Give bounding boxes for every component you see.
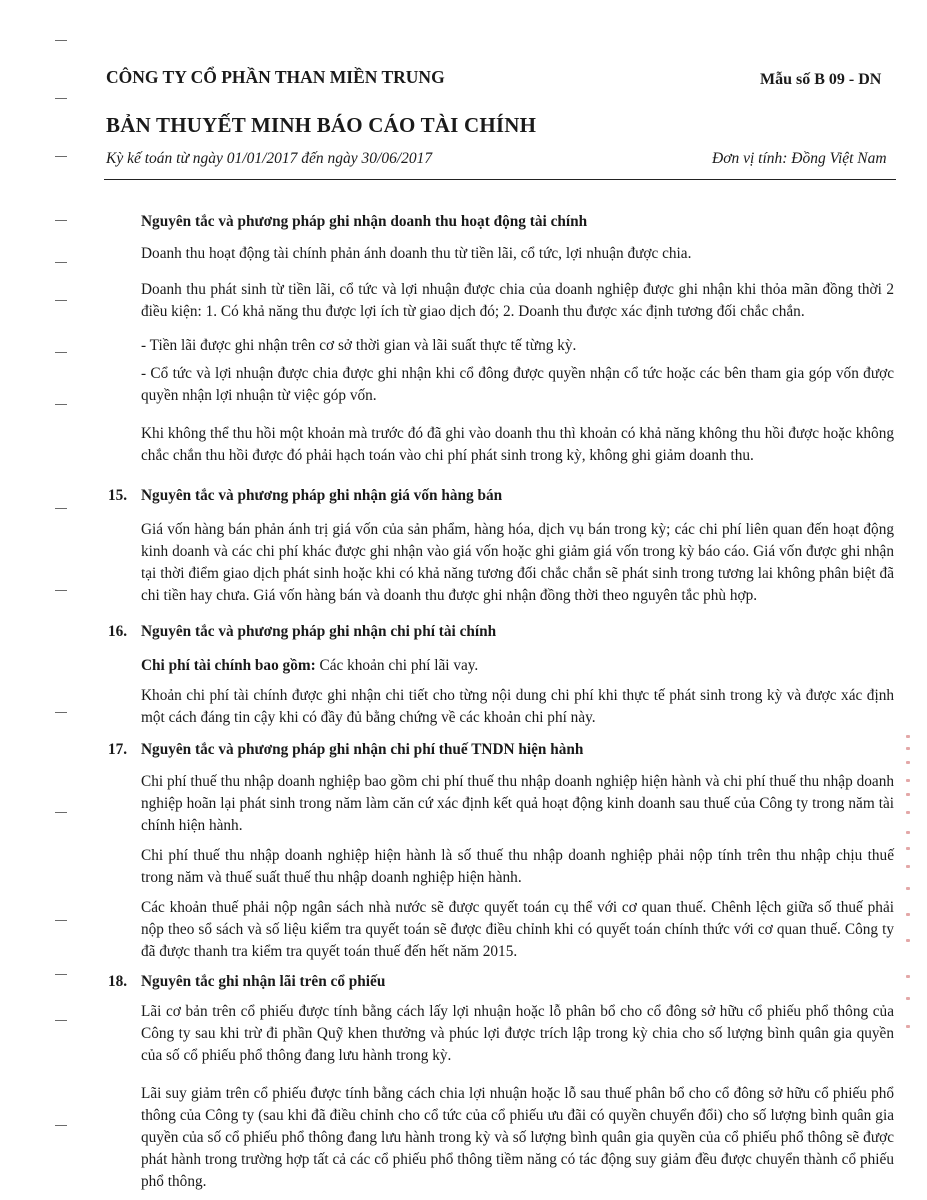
paragraph — [108, 655, 894, 677]
section-number: 16. — [108, 623, 128, 640]
paragraph: Doanh thu hoạt động tài chính phản ánh doanh thu từ tiền lãi, cổ tức, lợi nhuận được chia. — [141, 245, 692, 262]
section-title: Nguyên tắc và phương pháp ghi nhận chi phí tài chính — [141, 623, 497, 640]
paragraph: Lãi cơ bản trên cổ phiếu được tính bằng cách lấy lợi nhuận hoặc lỗ phân bổ cho cổ đông sở hữu cổ phiếu phổ thông của Công ty sau khi trừ đi phần Quỹ khen thưởng và phúc lợi được trích lập trong kỳ chia cho số lượng bình quân gia quyền của số cổ phiếu phổ thông đang lưu hành trong kỳ. — [141, 1003, 894, 1064]
paragraph: Khi không thể thu hồi một khoản mà trước đó đã ghi vào doanh thu thì khoản có khả năng không thu hồi được hoặc không chắc chắn thu hồi được đó phải hạch toán vào chi phí phát sinh trong kỳ, không ghi giảm doanh thu. — [141, 425, 894, 464]
paragraph: Chi phí thuế thu nhập doanh nghiệp bao gồm chi phí thuế thu nhập doanh nghiệp hiện hành và chi phí thuế thu nhập doanh nghiệp hoãn lại phát sinh trong năm làm căn cứ xác định kết quả hoạt động kinh doanh sau thuế của Công ty trong năm tài chính hiện hành. — [141, 773, 894, 834]
document-title: BẢN THUYẾT MINH BÁO CÁO TÀI CHÍNH — [106, 113, 537, 137]
section-number: 15. — [108, 487, 128, 504]
bullet-item: - Tiền lãi được ghi nhận trên cơ sở thời gian và lãi suất thực tế từng kỳ. — [141, 337, 577, 354]
accounting-period: Kỳ kế toán từ ngày 01/01/2017 đến ngày 30/06/2017 — [106, 150, 433, 167]
paragraph: Doanh thu phát sinh từ tiền lãi, cổ tức và lợi nhuận được chia của doanh nghiệp được ghi nhận khi thỏa mãn đồng thời 2 điều kiện: 1. Có khả năng thu được lợi ích từ giao dịch đó; 2. Doanh thu được xác định tương đối chắc chắn. — [141, 281, 894, 320]
section-title: Nguyên tắc và phương pháp ghi nhận giá vốn hàng bán — [141, 487, 503, 504]
section-heading — [108, 485, 894, 507]
paragraph: Lãi suy giảm trên cổ phiếu được tính bằng cách chia lợi nhuận hoặc lỗ sau thuế phân bổ cho cổ đông sở hữu cổ phiếu phổ thông của Công ty (sau khi đã điều chỉnh cho cổ tức của cổ phiếu ưu đãi có quyền chuyển đổi) cho số lượng bình quân gia quyền của số cổ phiếu phổ thông đang lưu hành trong kỳ và số lượng bình quân gia quyền của cổ phiếu phổ thông sẽ được phát hành trong trường hợp tất cả các cổ phiếu phổ thông tiềm năng có tác động suy giảm đều được chuyển thành cổ phiếu phổ thông. — [141, 1085, 894, 1190]
section-heading — [108, 739, 894, 761]
paragraph: Chi phí thuế thu nhập doanh nghiệp hiện hành là số thuế thu nhập doanh nghiệp phải nộp tính trên thu nhập chịu thuế trong năm và thuế suất thuế thu nhập doanh nghiệp hiện hành. — [141, 847, 894, 886]
paragraph: Khoản chi phí tài chính được ghi nhận chi tiết cho từng nội dung chi phí khi thực tế phát sinh trong kỳ và được xác định một cách đáng tin cậy khi có đầy đủ bằng chứng về các khoản chi phí này. — [141, 687, 894, 726]
section-title: Nguyên tắc ghi nhận lãi trên cổ phiếu — [141, 973, 386, 990]
section-15 — [108, 485, 894, 607]
form-code: Mẫu số B 09 - DN — [760, 71, 882, 88]
company-name: CÔNG TY CỔ PHẦN THAN MIỀN TRUNG — [106, 67, 445, 87]
section-16 — [108, 621, 894, 729]
section-17 — [108, 739, 894, 963]
paragraph: Giá vốn hàng bán phản ánh trị giá vốn của sản phẩm, hàng hóa, dịch vụ bán trong kỳ; các chi phí liên quan đến hoạt động kinh doanh và các chi phí khác được ghi nhận vào giá vốn hoặc ghi giảm giá vốn trong kỳ báo cáo. Giá vốn được ghi nhận tại thời điểm giao dịch phát sinh hoặc khi có khả năng tương đối chắc chắn sẽ phát sinh trong tương lai không phân biệt đã chi tiền hay chưa. Giá vốn hàng bán và doanh thu được ghi nhận đồng thời theo nguyên tắc phù hợp. — [141, 521, 894, 604]
currency-unit: Đơn vị tính: Đồng Việt Nam — [712, 150, 887, 167]
binding-margin-marks — [55, 0, 69, 1200]
section-heading — [108, 621, 894, 643]
section-title: Nguyên tắc và phương pháp ghi nhận chi phí thuế TNDN hiện hành — [141, 741, 584, 758]
header-divider — [104, 179, 896, 180]
bullet-item: - Cổ tức và lợi nhuận được chia được ghi nhận khi cổ đông được quyền nhận cổ tức hoặc các bên tham gia góp vốn được quyền nhận lợi nhuận từ việc góp vốn. — [141, 365, 894, 404]
section-heading — [108, 971, 894, 993]
section-financial-revenue — [108, 211, 894, 467]
section-number: 18. — [108, 973, 128, 990]
section-title: Nguyên tắc và phương pháp ghi nhận doanh thu hoạt động tài chính — [141, 213, 588, 230]
lead-label: Chi phí tài chính bao gồm: — [141, 657, 316, 674]
red-stamp-mark — [906, 735, 924, 1035]
paragraph: Các khoản thuế phải nộp ngân sách nhà nước sẽ được quyết toán cụ thể với cơ quan thuế. Chênh lệch giữa số thuế phải nộp theo sổ sách và số liệu kiểm tra quyết toán sẽ được điều chỉnh khi có quyết toán chính thức với cơ quan thuế. Công ty đã được thanh tra kiểm tra quyết toán thuế đến hết năm 2015. — [141, 899, 894, 960]
section-number: 17. — [108, 741, 128, 758]
section-18 — [108, 971, 894, 1193]
lead-text: Các khoản chi phí lãi vay. — [315, 657, 479, 674]
document-body — [108, 211, 894, 1193]
